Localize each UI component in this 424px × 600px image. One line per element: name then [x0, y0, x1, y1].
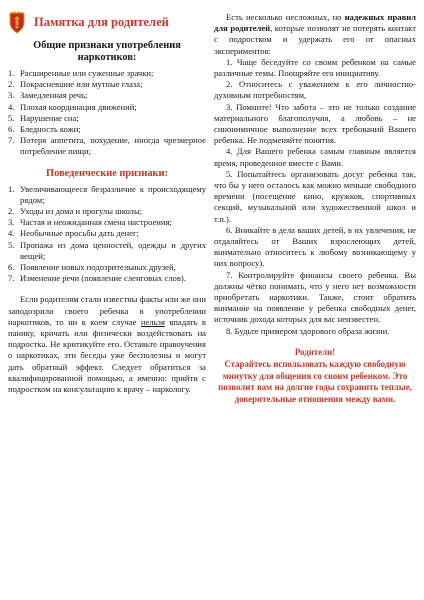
list-item: 7. Изменение речи (появление сленговых слов).: [8, 273, 186, 284]
list-item: 1. Увеличивающееся безразличие к происходящему рядом;: [8, 183, 206, 205]
list-item: 1. Расширенные или суженные зрачки;: [8, 68, 154, 78]
signs-title: Общие признаки употребления наркотиков:: [33, 40, 181, 63]
rule-item: 8. Будьте примером здорового образа жизни.: [226, 325, 390, 336]
list-item: 5. Нарушение сна;: [8, 112, 79, 123]
list-item: 4. Необычные просьбы дать денег;: [8, 228, 139, 239]
behavior-title: Поведенческие признаки:: [46, 167, 168, 179]
rule-item: 6. Вникайте в дела ваших детей, в их увлечения, не отдаляйтесь от Ваших взрослеющих детей, внимательно относитесь к любому возникающему у них вопросу).: [214, 224, 416, 269]
behavior-list: [8, 184, 206, 285]
signs-list: [8, 68, 206, 158]
emphasis-underline: нельзя: [140, 316, 165, 327]
list-item: 2. Уходы из дома и прогулы школы;: [8, 206, 143, 217]
list-item: 7. Потеря аппетита, похудение, иногда чрезмерное потребление пищи;: [8, 135, 206, 157]
rule-item: 5. Попытайтесь организовать досуг ребенка так, что бы у него осталось как можно меньше свободного времени (посещение кино, кружков, спортивных секций, музыкальной или художественной школ и т.п.).: [214, 168, 416, 224]
list-item: 2. Покрасневшие или мутные глаза;: [8, 79, 143, 90]
left-column: [8, 10, 206, 395]
closing-text: Старайтесь использовать каждую свободную минутку для общения со своим ребенком. Это позволит вам на долгие годы сохранить теплые, доверительные отношения между вами.: [218, 359, 412, 404]
list-item: 5. Пропажа из дома ценностей, одежды и других вещей;: [8, 239, 206, 261]
document-header: [8, 10, 206, 34]
rules-intro-emphasis: надежных правил для родителей: [214, 12, 416, 34]
list-item: 3. Частая и неожиданная смена настроения;: [8, 217, 172, 228]
rules-intro: Есть несколько несложных, но надежных правил для родителей, которые позволят не потерять контакт с подростком и удержать его от опасных экспериментов:: [214, 12, 416, 56]
list-item: 6. Бледность кожи;: [8, 124, 81, 135]
coat-of-arms-icon: [8, 10, 26, 34]
closing-heading: Родители!: [294, 346, 336, 357]
list-item: 3. Замедленная речь;: [8, 90, 88, 101]
rule-item: 3. Помните! Что забота – это не только создание материального благополучия, а любовь – не синонимичное выполнение всех требований Вашего ребенка. Не подменяйте понятия.: [214, 101, 416, 146]
rule-item: 4. Для Вашего ребенка самым главным является время, проведенное вместе с Вами.: [214, 146, 416, 168]
list-item: 6. Появление новых подозрительных друзей,: [8, 262, 176, 273]
document-title: Памятка для родителей: [34, 14, 169, 29]
rule-item: 2. Относитесь с уважением к его личностно-духовным потребностям,: [214, 79, 416, 101]
advice-paragraph: Если родителям стали известны факты или же они заподозрили своего ребенка в употреблении наркотиков, то ни в коем случае нельзя впадать в панику, кричать или физически воздействовать на подростка. Не критикуйте его. Оставьте нравоучения о наркотиках, эти беседы уже бесполезны и могут дать обратный эффект. Следует обратиться за квалифицированной помощью, а именно: прийти с подростком на консультацию к врачу – наркологу.: [8, 294, 206, 395]
closing-callout: [214, 347, 416, 405]
right-column: [214, 12, 416, 405]
rule-item: 7. Контролируйте финансы своего ребенка. Вы должны чётко понимать, что у него нет возможности приобретать наркотики. Также, стоит обратить внимание на появление у ребенка свободных денег, источник дохода которых для вас неизвестен.: [214, 269, 416, 325]
list-item: 4. Плохая координация движений;: [8, 101, 137, 112]
rule-item: 1. Чаще беседуйте со своим ребенком на самые различные темы. Поощряйте его инициативу.: [214, 56, 416, 79]
